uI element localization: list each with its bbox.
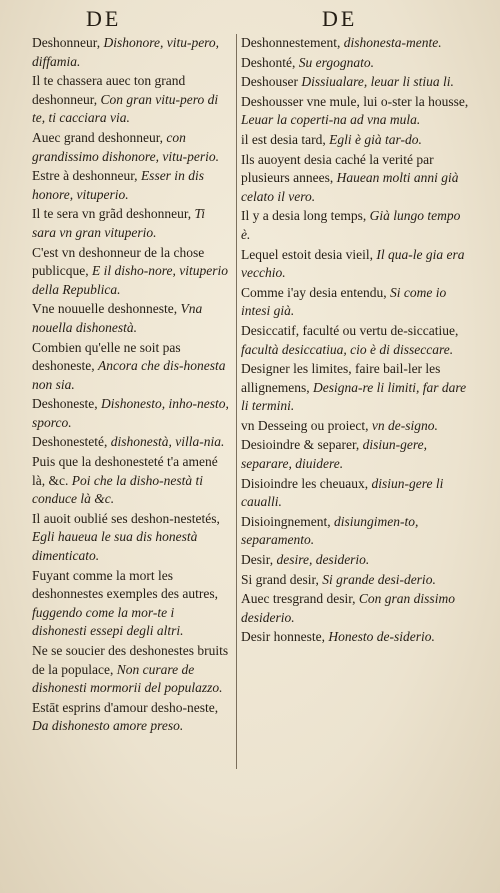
dictionary-entry	[32, 395, 230, 432]
dictionary-entry	[32, 205, 230, 242]
dictionary-entry	[32, 300, 230, 337]
dictionary-entry	[241, 73, 473, 92]
entry-french: Il te sera vn grãd deshonneur,	[32, 206, 195, 222]
entry-italian: Egli haueua le sua dis honestà dimenticato.	[32, 529, 198, 564]
entry-italian: facultà desiccatiua, cio è di disseccare.	[241, 341, 454, 357]
entry-italian: disiun-gere, separare, diuidere.	[241, 437, 428, 472]
entry-italian: Su ergognato.	[298, 54, 374, 70]
dictionary-entry	[241, 131, 473, 150]
entry-french: Puis que la deshonesteté t'a amené là, &c.	[32, 454, 218, 488]
dictionary-entry	[241, 628, 473, 647]
entry-italian: disiungimen-to, separamento.	[241, 513, 419, 548]
entry-french: Deshousser vne mule, lui o-ster la housse,	[241, 93, 469, 109]
entry-french: Il auoit oublié ses deshon-nestetés,	[32, 510, 220, 526]
dictionary-entry	[241, 207, 473, 244]
entry-french: Deshouser	[241, 74, 302, 90]
dictionary-entry	[241, 513, 473, 550]
entry-french: Desir honneste,	[241, 629, 329, 645]
entry-italian: Si come io intesi già.	[241, 284, 447, 319]
entry-french: Deshonté,	[241, 54, 299, 70]
entry-french: Estre à deshonneur,	[32, 168, 141, 184]
entry-italian: con grandissimo dishonore, vitu-perio.	[32, 129, 219, 164]
dictionary-entry	[32, 244, 230, 300]
entry-italian: Vna nouella dishonestà.	[32, 301, 203, 335]
entry-italian: Honesto de-siderio.	[328, 629, 435, 645]
entry-italian: dishonesta-mente.	[343, 35, 442, 50]
entry-french: Desiccatif, faculté ou vertu de-siccatiue,	[241, 322, 459, 338]
dictionary-entry	[32, 642, 230, 698]
dictionary-entry	[32, 34, 230, 71]
entry-italian: Ancora che dis-honesta non sia.	[32, 358, 226, 392]
header-right: DE	[322, 6, 358, 31]
column-divider	[236, 34, 237, 769]
dictionary-entry	[241, 590, 473, 627]
dictionary-entry	[32, 433, 230, 452]
entry-french: Lequel estoit desia vieil,	[241, 246, 377, 262]
dictionary-entry	[241, 151, 473, 207]
entry-french: Comme i'ay desia entendu,	[241, 284, 391, 300]
entry-french: Combien qu'elle ne soit pas deshoneste,	[32, 339, 181, 374]
dictionary-entry	[241, 34, 473, 53]
entry-italian: Da dishonesto amore preso.	[32, 718, 184, 734]
entry-italian: vn de-signo.	[371, 417, 438, 433]
entry-french: Deshonesteté,	[32, 434, 111, 450]
entry-french: Auec grand deshonneur,	[32, 129, 167, 145]
dictionary-entry	[32, 339, 230, 395]
header-left: DE	[86, 6, 122, 31]
dictionary-entry	[32, 453, 230, 509]
dictionary-entry	[241, 360, 473, 416]
entry-italian: Designa-re li limiti, far dare li termini.	[241, 379, 467, 414]
entry-italian: Poi che la disho-nestà ti conduce là &c.	[32, 472, 203, 507]
dictionary-entry	[32, 129, 230, 166]
entry-french: Desir,	[241, 552, 277, 568]
right-column	[241, 34, 473, 648]
dictionary-entry	[32, 567, 230, 641]
entry-french: Deshonneur,	[32, 35, 104, 50]
entry-italian: Con gran vitu-pero di te, ti cacciara via.	[32, 91, 219, 126]
entry-italian: Ti sara vn gran vituperio.	[32, 206, 206, 240]
entry-italian: Dishonesto, inho-nesto, sporco.	[32, 396, 229, 430]
entry-french: Estāt esprins d'amour desho-neste,	[32, 699, 219, 715]
entry-french: Deshoneste,	[32, 396, 101, 412]
entry-italian: Già lungo tempo è.	[241, 208, 461, 242]
entry-french: Deshonnestement,	[241, 35, 344, 50]
dictionary-entry	[241, 436, 473, 473]
entry-italian: Dishonore, vitu-pero, diffamia.	[32, 35, 220, 69]
dictionary-entry	[32, 510, 230, 566]
dictionary-entry	[241, 93, 473, 130]
entry-french: il est desia tard,	[241, 131, 330, 147]
entry-italian: Leuar la coperti-na ad vna mula.	[241, 112, 421, 128]
entry-italian: Esser in dis honore, vituperio.	[32, 168, 204, 202]
entry-french: Fuyant comme la mort les deshonnestes exemples des autres,	[32, 567, 218, 602]
entry-french: Il y a desia long temps,	[241, 208, 370, 224]
entry-italian: Con gran dissimo desiderio.	[241, 591, 455, 625]
entry-italian: Egli è già tar-do.	[329, 131, 422, 147]
entry-italian: desire, desiderio.	[276, 552, 370, 568]
entry-french: Si grand desir,	[241, 571, 323, 587]
entry-french: Ils auoyent desia caché la verité par plusieurs annees,	[241, 151, 434, 186]
entry-italian: fuggendo come la mor-te i dishonesti essepi degli altri.	[32, 604, 184, 639]
dictionary-entry	[32, 72, 230, 128]
entry-italian: Hauean molti anni già celato il vero.	[241, 170, 459, 204]
entry-french: Desioindre & separer,	[241, 437, 363, 453]
running-header	[0, 6, 500, 32]
entry-french: Disioingnement,	[241, 513, 334, 529]
dictionary-entry	[241, 417, 473, 436]
dictionary-entry	[241, 54, 473, 73]
left-column	[32, 34, 230, 737]
entry-italian: E il disho-nore, vituperio della Republica.	[32, 263, 228, 297]
dictionary-entry	[241, 551, 473, 570]
entry-french: Vne nouuelle deshonneste,	[32, 301, 181, 317]
entry-french: Ne se soucier des deshonestes bruits de la populace,	[32, 643, 229, 677]
entry-french: Auec tresgrand desir,	[241, 591, 359, 607]
dictionary-entry	[241, 571, 473, 590]
entry-italian: Dissiualare, leuar li stiua li.	[301, 74, 454, 90]
dictionary-entry	[241, 475, 473, 512]
dictionary-entry	[32, 699, 230, 736]
dictionary-entry	[241, 246, 473, 283]
entry-french: C'est vn deshonneur de la chose publicque,	[32, 244, 205, 279]
entry-italian: dishonestà, villa-nia.	[110, 434, 225, 450]
dictionary-entry	[241, 284, 473, 321]
entry-french: Designer les limites, faire bail-ler les allignemens,	[241, 361, 441, 395]
entry-italian: Il qua-le gia era vecchio.	[241, 246, 465, 281]
entry-french: Il te chassera auec ton grand deshonneur,	[32, 73, 186, 107]
dictionary-entry	[241, 322, 473, 359]
entry-italian: Non curare de dishonesti mormorii del populazzo.	[32, 661, 223, 696]
entry-french: vn Desseing ou proiect,	[241, 417, 372, 433]
entry-italian: disiun-gere li caualli.	[241, 475, 444, 510]
dictionary-entry	[32, 167, 230, 204]
entry-french: Disioindre les cheuaux,	[241, 475, 372, 491]
entry-italian: Si grande desi-derio.	[322, 571, 436, 587]
